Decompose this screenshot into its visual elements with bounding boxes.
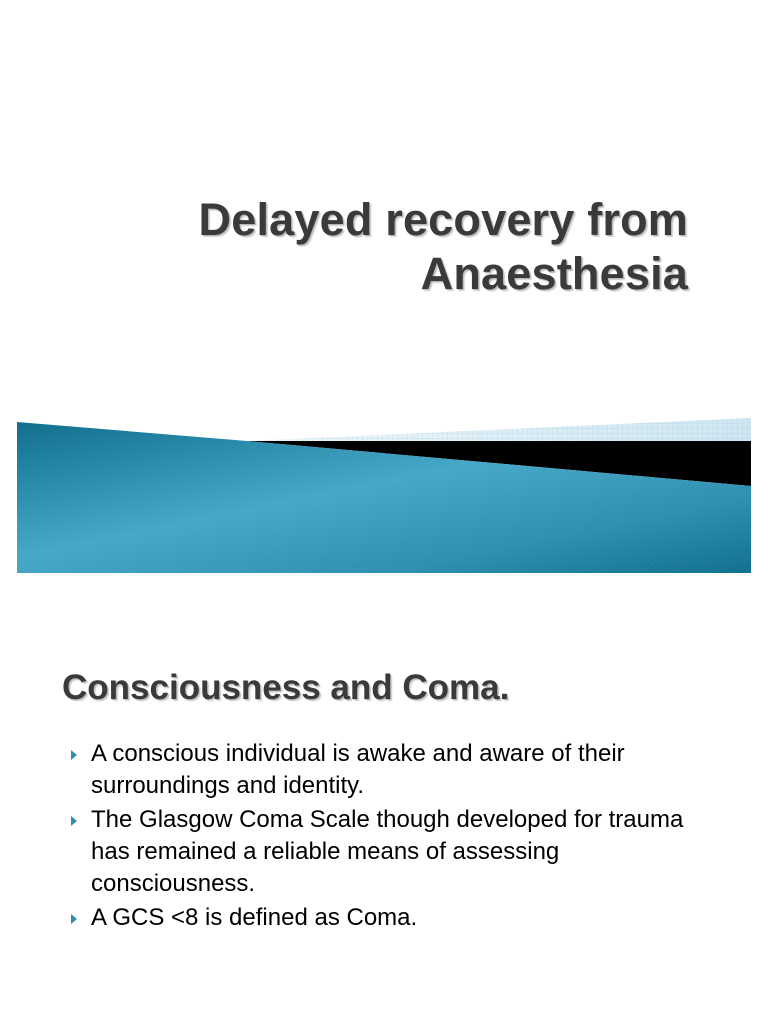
bullet-item: [70, 804, 720, 900]
bullet-arrow-icon: [71, 816, 77, 826]
decorative-banner: [17, 418, 751, 573]
bullet-arrow-icon: [71, 750, 77, 760]
slide-heading: Consciousness and Coma.: [62, 668, 510, 707]
slide-title-line-2: Anaesthesia: [420, 248, 688, 299]
bullet-item: [70, 738, 720, 802]
bullet-text: A conscious individual is awake and aware of their surroundings and identity.: [91, 740, 625, 799]
slide-title-line-1: Delayed recovery from: [198, 194, 688, 245]
bullet-text: A GCS <8 is defined as Coma.: [91, 904, 418, 931]
content-slide: [0, 590, 768, 1024]
bullet-item: [70, 902, 720, 934]
slide-title: [199, 193, 688, 301]
bullet-text: The Glasgow Coma Scale though developed for trauma has remained a reliable means of assessing consciousness.: [91, 806, 684, 897]
bullet-arrow-icon: [71, 914, 77, 924]
bullet-list: [70, 738, 720, 936]
